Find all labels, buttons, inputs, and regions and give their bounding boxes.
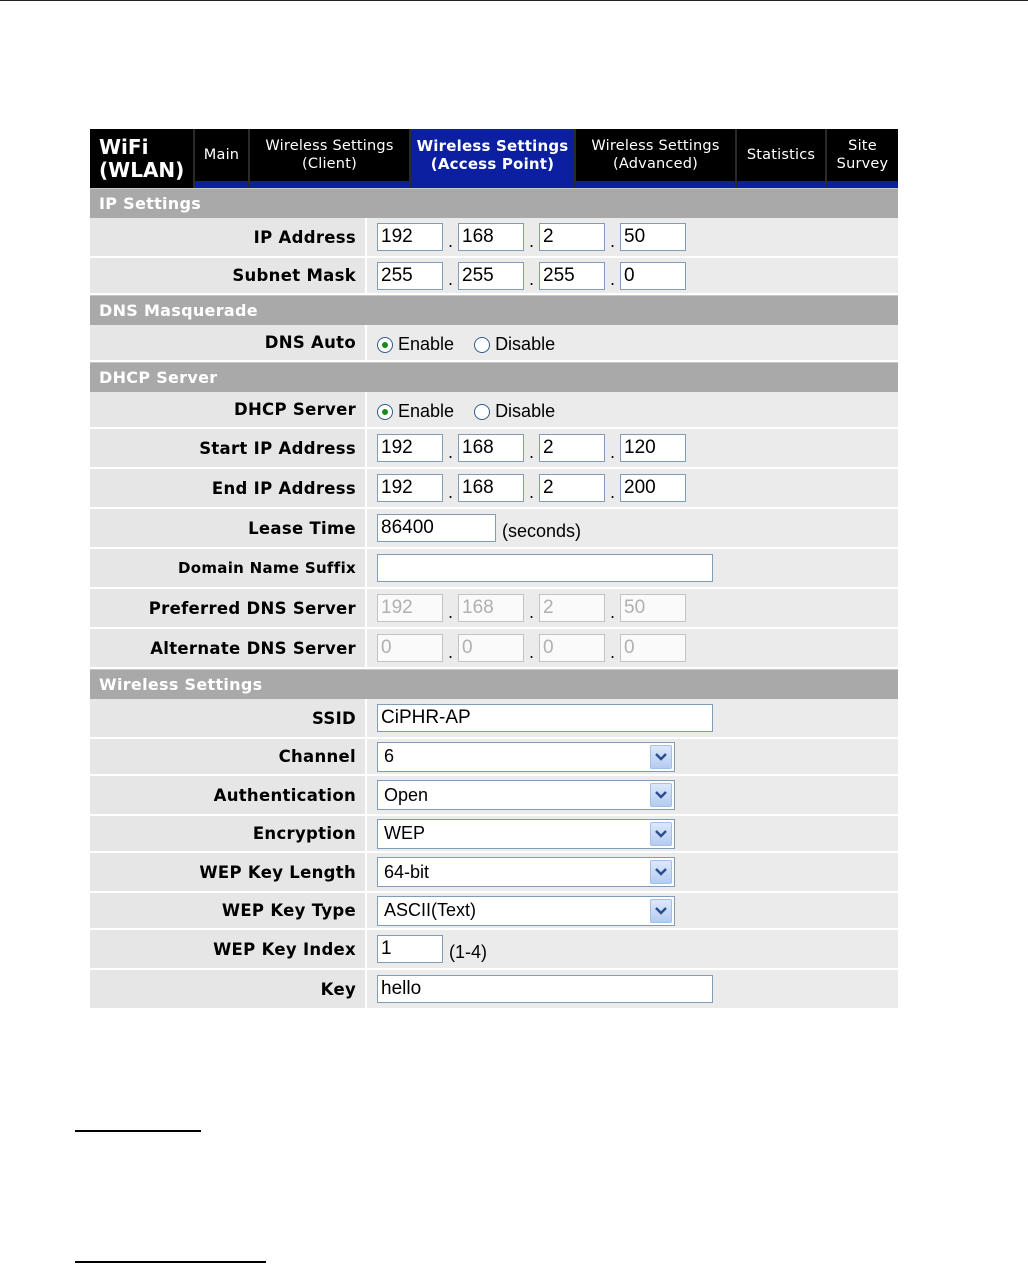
tab-wireless-access-point[interactable]: Wireless Settings (Access Point): [409, 129, 574, 188]
dhcp-enable-label: Enable: [398, 401, 455, 421]
radio-selected-icon: [377, 337, 393, 353]
ssid-input[interactable]: CiPHR-AP: [377, 704, 713, 732]
dns-auto-enable-radio[interactable]: [377, 334, 454, 355]
subnet-mask-field: 255 . 255 . 255 . 0: [377, 262, 686, 290]
authentication-value: Open: [384, 784, 429, 805]
channel-select[interactable]: [377, 742, 675, 772]
section-dns-masquerade: DNS Masquerade: [90, 295, 898, 325]
preferred-dns-field: 192 . 168 . 2 . 50: [377, 594, 686, 622]
dns-auto-disable-label: Disable: [495, 334, 556, 354]
preferred-dns-octet-2: 168: [458, 594, 524, 622]
row-alternate-dns: [90, 629, 898, 669]
start-ip-octet-3[interactable]: 2: [539, 434, 605, 462]
dhcp-server-label: DHCP Server: [90, 392, 365, 427]
end-ip-field: 192 . 168 . 2 . 200: [377, 474, 686, 502]
wep-key-type-select[interactable]: [377, 896, 675, 926]
tab-main[interactable]: Main: [193, 129, 248, 188]
subnet-mask-octet-3[interactable]: 255: [539, 262, 605, 290]
end-ip-octet-1[interactable]: 192: [377, 474, 443, 502]
subnet-mask-octet-1[interactable]: 255: [377, 262, 443, 290]
row-start-ip: [90, 429, 898, 469]
row-subnet-mask: [90, 258, 898, 295]
start-ip-label: Start IP Address: [90, 429, 365, 467]
wep-key-length-value: 64-bit: [384, 861, 430, 882]
chevron-down-icon[interactable]: [650, 783, 672, 807]
row-wep-key-length: [90, 853, 898, 893]
row-channel: [90, 739, 898, 776]
wep-key-index-hint: (1-4): [449, 941, 488, 962]
alternate-dns-label: Alternate DNS Server: [90, 629, 365, 667]
dhcp-enable-radio[interactable]: [377, 401, 454, 422]
ip-address-octet-1[interactable]: 192: [377, 223, 443, 251]
radio-unselected-icon: [474, 404, 490, 420]
lease-time-unit: (seconds): [502, 520, 582, 541]
brand-line1: WiFi: [99, 135, 149, 159]
tab-site-survey[interactable]: Site Survey: [825, 129, 898, 188]
key-label: Key: [90, 970, 365, 1008]
wlan-settings-panel: [90, 129, 898, 1010]
preferred-dns-label: Preferred DNS Server: [90, 589, 365, 627]
wep-key-type-label: WEP Key Type: [90, 893, 365, 928]
end-ip-octet-2[interactable]: 168: [458, 474, 524, 502]
wep-key-type-value: ASCII(Text): [384, 900, 477, 920]
row-ip-address: [90, 218, 898, 258]
row-dns-auto: [90, 325, 898, 362]
ip-address-label: IP Address: [90, 218, 365, 256]
row-wep-key-index: [90, 930, 898, 970]
row-domain-suffix: [90, 549, 898, 589]
lease-time-label: Lease Time: [90, 509, 365, 547]
section-wireless-settings: Wireless Settings: [90, 669, 898, 699]
row-dhcp-server: [90, 392, 898, 429]
row-key: [90, 970, 898, 1010]
ip-address-field: 192 . 168 . 2 . 50: [377, 223, 686, 251]
preferred-dns-octet-4: 50: [620, 594, 686, 622]
chevron-down-icon[interactable]: [650, 899, 672, 923]
section-ip-settings: IP Settings: [90, 188, 898, 218]
heading-underline: [75, 1130, 201, 1132]
section-dhcp-server: DHCP Server: [90, 362, 898, 392]
dns-auto-disable-radio[interactable]: [474, 334, 555, 355]
dns-auto-label: DNS Auto: [90, 325, 365, 360]
chevron-down-icon[interactable]: [650, 745, 672, 769]
ip-address-octet-2[interactable]: 168: [458, 223, 524, 251]
authentication-label: Authentication: [90, 776, 365, 814]
encryption-select[interactable]: [377, 819, 675, 849]
radio-selected-icon: [377, 404, 393, 420]
tab-bar: [90, 129, 898, 188]
wep-key-index-label: WEP Key Index: [90, 930, 365, 968]
row-end-ip: [90, 469, 898, 509]
dns-auto-enable-label: Enable: [398, 334, 455, 354]
authentication-select[interactable]: [377, 780, 675, 810]
ip-address-octet-3[interactable]: 2: [539, 223, 605, 251]
alternate-dns-octet-3: 0: [539, 634, 605, 662]
channel-value: 6: [384, 746, 395, 766]
row-ssid: [90, 699, 898, 739]
row-wep-key-type: [90, 893, 898, 930]
dhcp-disable-label: Disable: [495, 401, 556, 421]
alternate-dns-octet-2: 0: [458, 634, 524, 662]
end-ip-octet-4[interactable]: 200: [620, 474, 686, 502]
encryption-value: WEP: [384, 823, 426, 843]
start-ip-octet-4[interactable]: 120: [620, 434, 686, 462]
alternate-dns-octet-1: 0: [377, 634, 443, 662]
subnet-mask-label: Subnet Mask: [90, 258, 365, 293]
ip-address-octet-4[interactable]: 50: [620, 223, 686, 251]
brand-title: [90, 129, 193, 188]
domain-suffix-input[interactable]: [377, 554, 713, 582]
preferred-dns-octet-3: 2: [539, 594, 605, 622]
row-authentication: [90, 776, 898, 816]
alternate-dns-octet-4: 0: [620, 634, 686, 662]
wep-key-length-select[interactable]: [377, 857, 675, 887]
start-ip-field: 192 . 168 . 2 . 120: [377, 434, 686, 462]
wep-key-length-label: WEP Key Length: [90, 853, 365, 891]
start-ip-octet-1[interactable]: 192: [377, 434, 443, 462]
ssid-label: SSID: [90, 699, 365, 737]
alternate-dns-field: 0 . 0 . 0 . 0: [377, 634, 686, 662]
key-input[interactable]: hello: [377, 975, 713, 1003]
radio-unselected-icon: [474, 337, 490, 353]
start-ip-octet-2[interactable]: 168: [458, 434, 524, 462]
preferred-dns-octet-1: 192: [377, 594, 443, 622]
encryption-label: Encryption: [90, 816, 365, 851]
domain-suffix-label: Domain Name Suffix: [90, 549, 365, 587]
row-encryption: [90, 816, 898, 853]
subnet-mask-octet-2[interactable]: 255: [458, 262, 524, 290]
channel-label: Channel: [90, 739, 365, 774]
lease-time-input[interactable]: 86400: [377, 514, 496, 542]
tab-wireless-client[interactable]: Wireless Settings (Client): [248, 129, 409, 188]
heading-underline: [75, 1261, 266, 1263]
subnet-mask-octet-4[interactable]: 0: [620, 262, 686, 290]
chevron-down-icon[interactable]: [650, 860, 672, 884]
wep-key-index-input[interactable]: 1: [377, 935, 443, 963]
row-lease-time: [90, 509, 898, 549]
brand-line2: (WLAN): [99, 158, 185, 182]
tab-wireless-advanced[interactable]: Wireless Settings (Advanced): [574, 129, 735, 188]
tab-statistics[interactable]: Statistics: [735, 129, 825, 188]
dhcp-disable-radio[interactable]: [474, 401, 555, 422]
page-top-rule: [0, 0, 1028, 1]
row-preferred-dns: [90, 589, 898, 629]
chevron-down-icon[interactable]: [650, 822, 672, 846]
end-ip-label: End IP Address: [90, 469, 365, 507]
end-ip-octet-3[interactable]: 2: [539, 474, 605, 502]
